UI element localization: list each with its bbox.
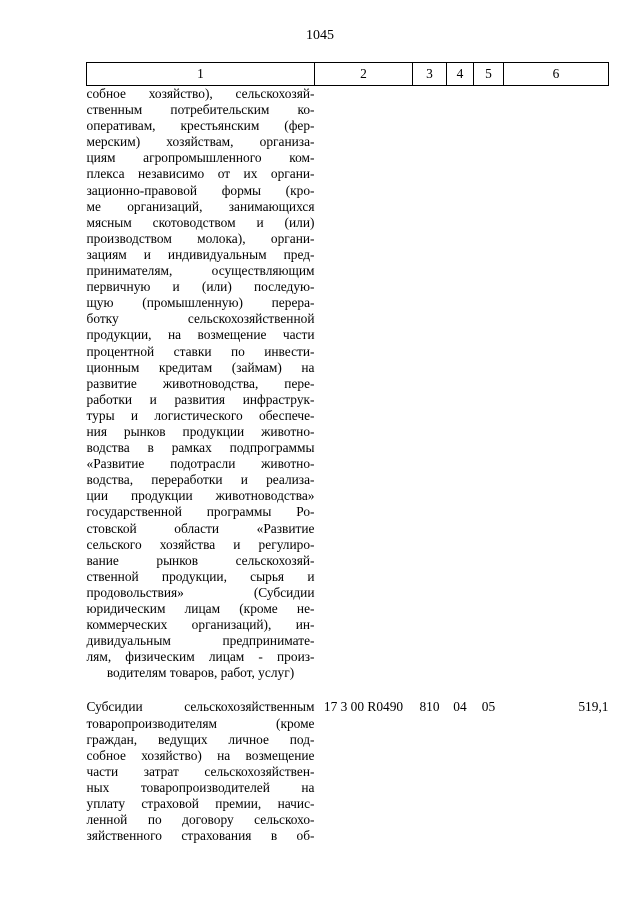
description-line: стовской области «Развитие [86, 520, 315, 536]
description-line: вание рынков сельскохозяй- [86, 552, 315, 568]
description-line: ния рынков продукции животно- [86, 423, 315, 439]
column-header-5: 5 [474, 63, 504, 86]
description-line: «Развитие подотрасли животно- [86, 456, 315, 472]
target-code-cell: 17 3 00 R0490 [323, 699, 404, 715]
budget-table [86, 62, 609, 844]
description-line: лям, физическим лицам - произ- [86, 649, 315, 665]
description-line: принимателям, осуществляющим [86, 263, 315, 279]
row-description [87, 699, 315, 844]
expense-type-cell: 810 [419, 699, 440, 715]
column-header-3: 3 [413, 63, 447, 86]
description-line: уплату страховой премии, начис- [86, 796, 315, 812]
description-line: водства в рамках подпрограммы [86, 440, 315, 456]
description-line: щую (промышленную) перера- [86, 295, 315, 311]
description-line: ственной продукции, сырья и [86, 568, 315, 584]
section-cell: 04 [453, 699, 467, 715]
description-line: ме организаций, занимающихся [86, 198, 315, 214]
description-line: государственной программы Ро- [86, 504, 315, 520]
description-line: оперативам, крестьянским (фер- [86, 118, 315, 134]
description-line: граждан, ведущих личное под- [86, 731, 315, 747]
column-header-2: 2 [315, 63, 413, 86]
description-line: зационно-правовой формы (кро- [86, 182, 315, 198]
amount-cell: 519,1 [578, 699, 609, 715]
description-line: продукции, на возмещение части [86, 327, 315, 343]
description-line: сельского хозяйства и регулиро- [86, 536, 315, 552]
description-line: дивидуальным предпринимате- [86, 633, 315, 649]
description-line: юридическим лицам (кроме не- [86, 601, 315, 616]
description-line: ционным кредитам (займам) на [86, 359, 315, 375]
description-line: собное хозяйство) на возмещение [86, 747, 315, 763]
description-line: товаропроизводителям (кроме [86, 715, 315, 731]
description-line: развитие животноводства, пере- [86, 375, 315, 391]
description-line: собное хозяйство), сельскохозяй- [86, 86, 315, 101]
page-number: 1045 [306, 28, 334, 43]
subsection-cell: 05 [481, 699, 496, 715]
description-line: ных товаропроизводителей на [86, 779, 315, 795]
row-description [87, 86, 315, 682]
description-line: работки и развития инфраструк- [86, 391, 315, 407]
description-line: ленной по договору сельскохо- [86, 812, 315, 828]
column-header-6: 6 [504, 63, 609, 86]
description-line: части затрат сельскохозяйствен- [86, 763, 315, 779]
description-line: ции продукции животноводства» [86, 488, 315, 504]
column-header-4: 4 [447, 63, 474, 86]
description-line: производством молока), органи- [86, 230, 315, 246]
table-row [87, 86, 609, 682]
description-line: коммерческих организаций), ин- [86, 617, 315, 633]
description-line: циям агропромышленного ком- [86, 150, 315, 166]
description-line: ственным потребительским ко- [86, 102, 315, 118]
description-line: продовольствия» (Субсидии [86, 584, 315, 600]
description-line: водителям товаров, работ, услуг) [106, 665, 295, 681]
description-line: туры и логистического обеспече- [86, 407, 315, 423]
description-line: ботку сельскохозяйственной [86, 311, 315, 327]
description-line: зяйственного страхования в об- [86, 828, 315, 844]
column-header-1: 1 [87, 63, 315, 86]
table-row [87, 699, 609, 844]
table-header-row [87, 63, 609, 86]
description-line: процентной ставки по инвести- [86, 343, 315, 359]
description-line: первичную и (или) последую- [86, 279, 315, 295]
description-line: водства, переработки и реализа- [86, 472, 315, 488]
description-line: Субсидии сельскохозяйственным [86, 699, 315, 715]
description-line: зациям и индивидуальным пред- [86, 246, 315, 262]
description-line: мясным скотоводством и (или) [86, 214, 315, 230]
description-line: мерским) хозяйствам, организа- [86, 134, 315, 150]
description-line: плекса независимо от их органи- [86, 166, 315, 182]
